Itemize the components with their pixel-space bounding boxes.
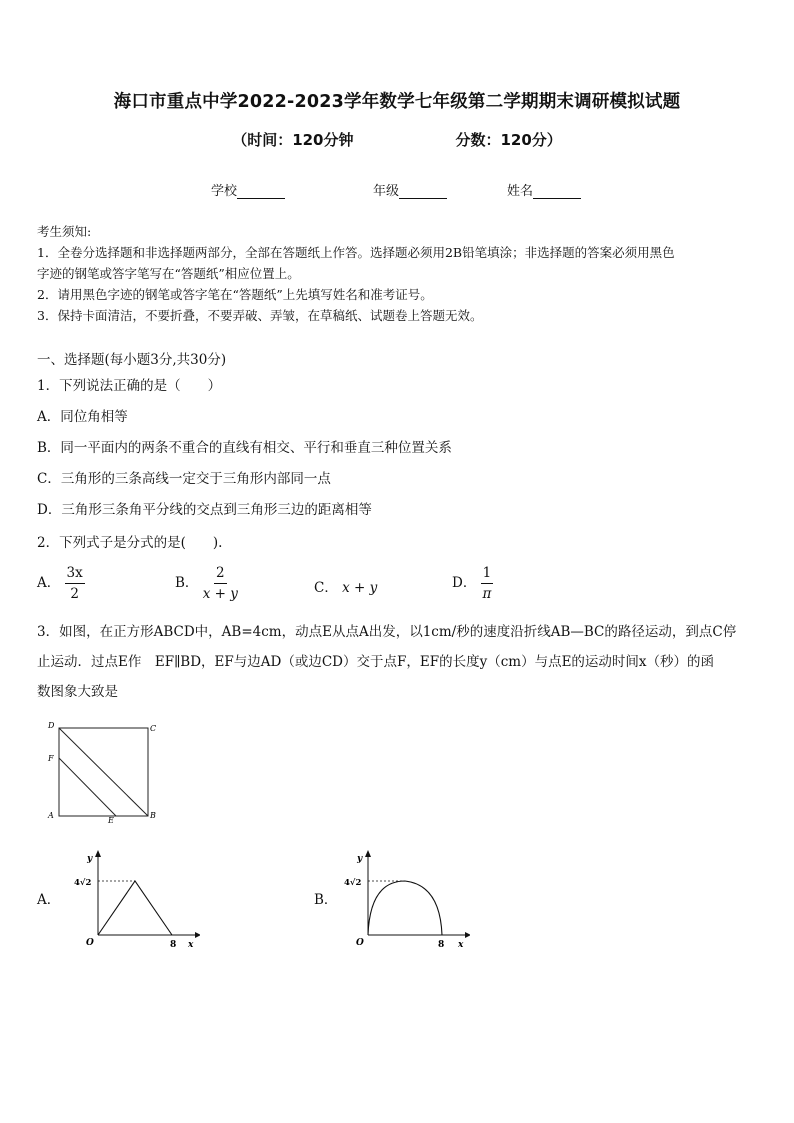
q3-stem-line3: 数图象大致是: [37, 684, 118, 700]
x-axis-label: x: [458, 940, 464, 950]
x-axis-label: x: [188, 940, 194, 950]
square-figure: [40, 718, 170, 828]
q2-c-label: C．: [314, 580, 338, 596]
name-field[interactable]: [507, 180, 581, 199]
q1-stem: 1．下列说法正确的是（ ）: [37, 378, 222, 394]
q2-c-expr: x + y: [342, 580, 378, 596]
q2-option-d[interactable]: [452, 565, 493, 602]
exam-time: （时间：120分钟: [232, 131, 354, 149]
q2-d-fraction: $\frac{1}{\pi}$: [482, 565, 492, 602]
y-max-label: 4√2: [344, 878, 362, 888]
school-field[interactable]: [211, 180, 285, 199]
x-axis-arrow: [465, 932, 470, 938]
notice-heading: 考生须知:: [37, 224, 92, 239]
notice-item-3: 3．保持卡面清洁，不要折叠，不要弄破、弄皱，在草稿纸、试题卷上答题无效。: [37, 308, 483, 323]
x-max-label: 8: [170, 940, 177, 950]
label-d: D: [48, 721, 55, 730]
name-label: 姓名: [507, 184, 534, 199]
notice-item-1a: 1．全卷分选择题和非选择题两部分，全部在答题纸上作答。选择题必须用2B铅笔填涂；非选择题的答案必须用黑色: [37, 245, 675, 260]
x-max-label: 8: [438, 940, 445, 950]
q3-stem-line2: 止运动．过点E作 EF∥BD，EF与边AD（或边CD）交于点F，EF的长度y（cm）与点E的运动时间x（秒）的函: [37, 654, 715, 670]
q1-option-d[interactable]: D．三角形三条角平分线的交点到三角形三边的距离相等: [37, 502, 372, 518]
graph-line: [98, 881, 172, 935]
q1-option-c[interactable]: C．三角形的三条高线一定交于三角形内部同一点: [37, 471, 331, 487]
q1-option-b[interactable]: B．同一平面内的两条不重合的直线有相交、平行和垂直三种位置关系: [37, 440, 452, 456]
graph-curve: [368, 881, 442, 935]
y-axis-label: y: [357, 854, 363, 864]
y-max-label: 4√2: [74, 878, 92, 888]
q2-option-c[interactable]: [314, 576, 377, 596]
q2-b-fraction: $\frac{2}{x + y}$: [202, 565, 238, 602]
y-axis-label: y: [87, 854, 93, 864]
label-b: B: [150, 811, 156, 820]
y-axis-arrow: [95, 850, 101, 857]
origin-label: O: [86, 938, 94, 948]
label-a: A: [48, 811, 54, 820]
q2-d-label: D．: [452, 575, 477, 591]
grade-label: 年级: [373, 184, 400, 199]
exam-title: 海口市重点中学2022-2023学年数学七年级第二学期期末调研模拟试题: [113, 92, 681, 112]
label-c: C: [150, 724, 157, 733]
exam-score: 分数：120分）: [455, 131, 562, 149]
y-axis-arrow: [365, 850, 371, 857]
q2-option-b[interactable]: [175, 565, 238, 602]
q3-option-b-graph[interactable]: [340, 845, 470, 955]
school-label: 学校: [211, 184, 238, 199]
q1-option-a[interactable]: A．同位角相等: [37, 409, 128, 425]
grade-field[interactable]: [373, 180, 447, 199]
label-f: F: [48, 754, 54, 763]
q2-stem: 2．下列式子是分式的是( ).: [37, 535, 223, 551]
q2-b-label: B．: [175, 575, 199, 591]
q2-a-fraction: $\frac{3x}{2}$: [66, 565, 83, 602]
q3-option-b-label[interactable]: B．: [314, 892, 338, 908]
x-axis-arrow: [195, 932, 200, 938]
segment-ef: [59, 758, 116, 816]
section-title: 一、选择题(每小题3分,共30分): [37, 352, 227, 368]
label-e: E: [108, 816, 114, 825]
notice-item-2: 2．请用黑色字迹的钢笔或答字笔在“答题纸”上先填写姓名和准考证号。: [37, 287, 433, 302]
q3-stem-line1: 3．如图，在正方形ABCD中，AB=4cm，动点E从点A出发，以1cm/秒的速度沿折线AB—BC的路径运动，到点C停: [37, 624, 737, 640]
origin-label: O: [356, 938, 364, 948]
q3-option-a-graph[interactable]: [70, 845, 200, 955]
q2-option-a[interactable]: [37, 565, 85, 602]
q3-option-a-label[interactable]: A．: [37, 892, 61, 908]
q2-a-label: A．: [37, 575, 61, 591]
notice-item-1b: 字迹的钢笔或答字笔写在“答题纸”相应位置上。: [37, 266, 300, 281]
exam-time-score: [0, 129, 794, 150]
